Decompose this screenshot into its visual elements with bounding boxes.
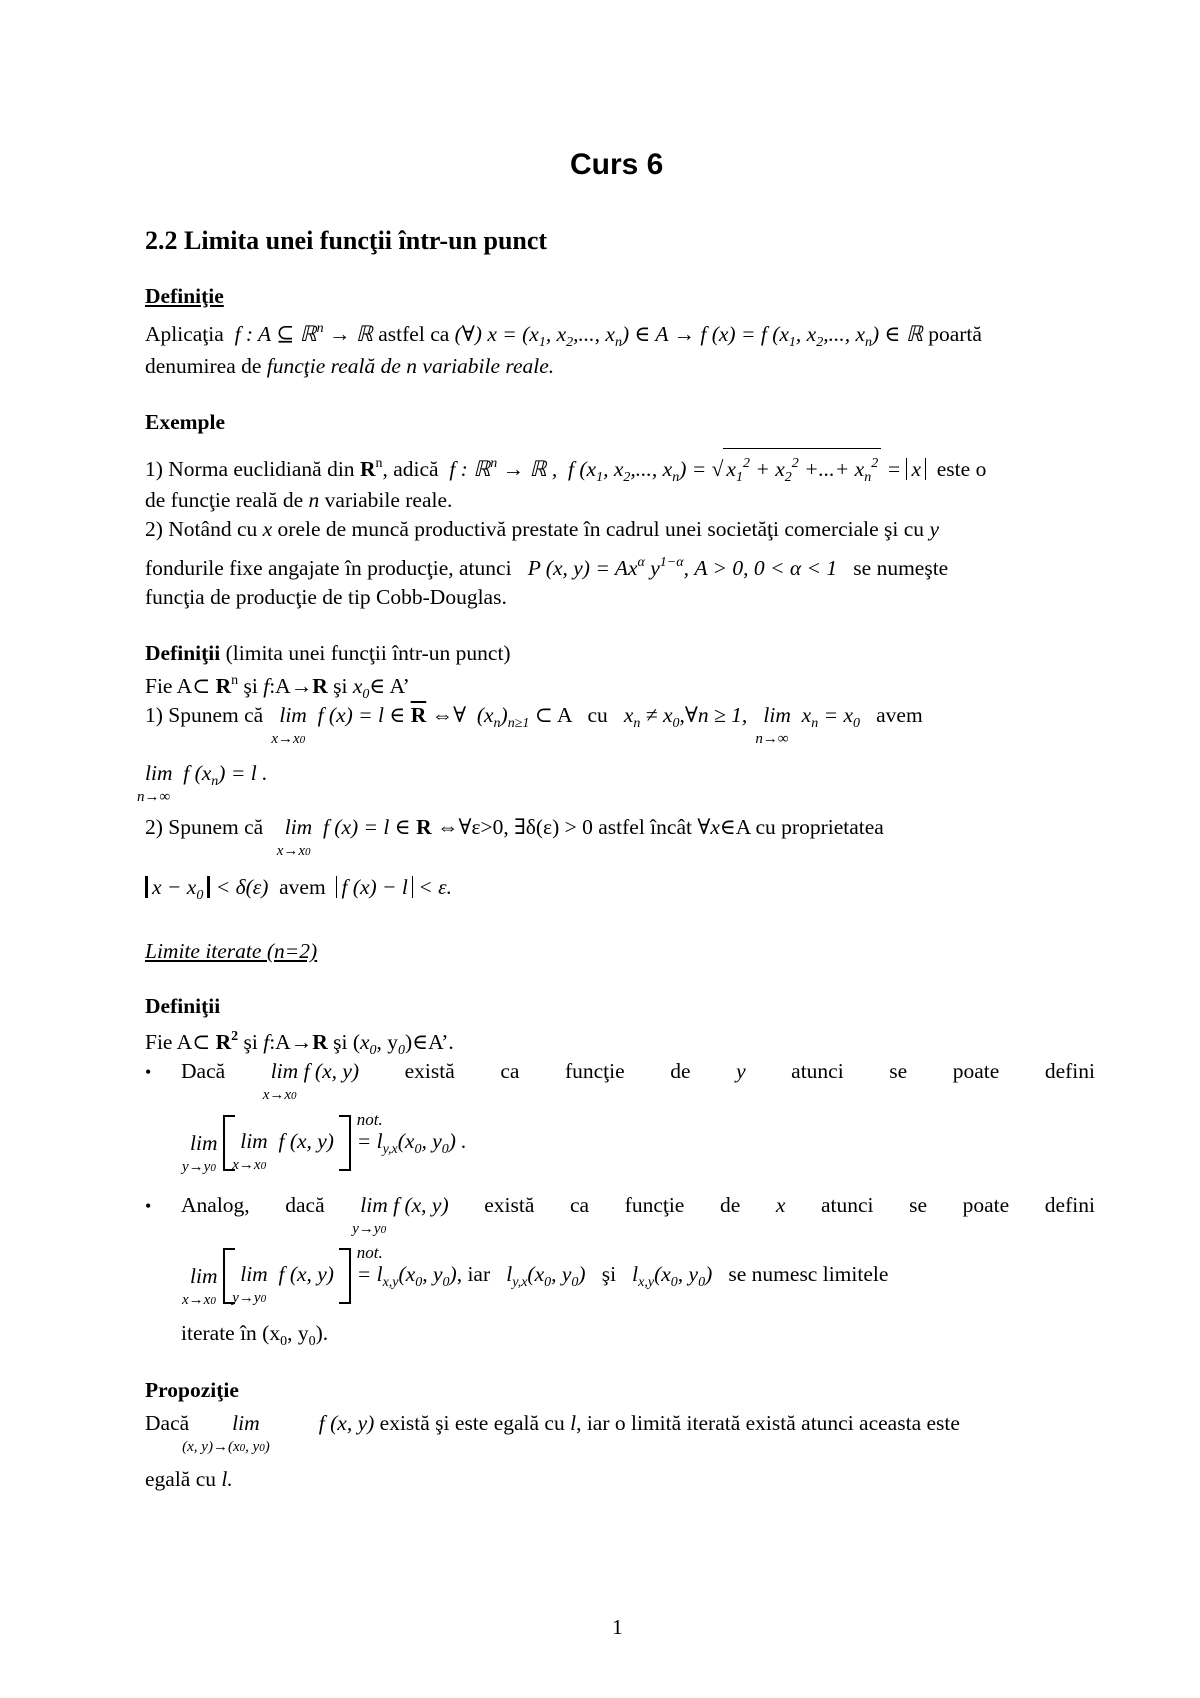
section-heading: 2.2 Limita unei funcţii într-un punct <box>145 226 548 255</box>
iterated-bullet-2: • Analog, dacă lim y→y0 f (x, y) există ca funcţie de x atunci se poate defini <box>145 1193 1095 1237</box>
proposition-heading: Propoziţie <box>145 1378 239 1402</box>
definition-heading: Definiţie <box>145 284 224 308</box>
example-2-line-1: 2) Notând cu x orele de muncă productivă prestate în cadrul unei societăţi comerciale şi cu y <box>145 517 939 541</box>
iterated-definition-fie: Fie A⊂ $R^2$ şi f:A→R şi ($x_0$, $y_0)\in A$’. <box>145 1029 454 1058</box>
example-2-line-2: fondurile fixe angajate în producţie, atunci P (x, $y) = Ax^\alpha$ $y^{1-\alpha}$, A > 0, 0 < α < 1 se numeşte <box>145 555 949 580</box>
limit-definition-part-1: 1) Spunem că lim x→x0 f (x) = l ∈ $\overline{R}$ ⇔∀ $(x_n)_{n\ge 1}$ ⊂ A cu $x_n$ ≠ $x_0,\forall n \ge 1$, lim n→∞ $x_n = x_0$ avem <box>145 703 923 747</box>
example-1-line-2: de funcţie reală de n variabile reale. <box>145 488 453 512</box>
iterated-bullet-1: • Dacă lim x→x0 f (x, y) există ca funcţie de y atunci se poate defini <box>145 1059 1095 1103</box>
iterated-formula-1: lim y→y0 lim x→x0 f (x, y) not. = $l_{y,x}(x_0$, $y_0$) . <box>182 1109 467 1175</box>
iterated-bullet-2-end: iterate în ($x_0$, $y_0$). <box>181 1321 329 1349</box>
page-number: 1 <box>612 1615 623 1639</box>
definition-line-2: denumirea de funcţie reală de n variabile reale. <box>145 354 555 378</box>
iterated-limits-heading: Limite iterate (n=2) <box>145 939 318 963</box>
proposition-line-2: egală cu l. <box>145 1467 233 1491</box>
limit-definition-part-1-end: lim n→∞ f $(x_n) = l$ . <box>137 761 268 805</box>
examples-heading: Exemple <box>145 410 226 434</box>
proposition-line-1: Dacă lim (x, y)→(x0, y0) f (x, y) există şi este egală cu l, iar o limită iterată există atunci aceasta este <box>145 1411 960 1455</box>
limit-definition-heading: Definiţii (limita unei funcţii într-un punct) <box>145 641 511 665</box>
definition-line-1: Aplicaţia f : A ⊆ ℝ$^n$ → ℝ astfel ca (∀) $x = (x_1$, $x_2$,..., $x_n$) ∈ A → f (x) = f ($x_1$, $x_2$,..., $x_n$) ∈ ℝ poartă <box>145 321 982 350</box>
iterated-definition-heading: Definiţii <box>145 994 221 1018</box>
example-2-line-3: funcţia de producţie de tip Cobb-Douglas. <box>145 585 507 609</box>
example-1-line-1: 1) Norma euclidiană din $R^n$, adică f : ℝ$^n$ → ℝ , f ($x_1$, $x_2$,..., $x_n$) = √ $x_1^2 + x_2^2$ +...+ $x_n^2 = x$ este o <box>145 448 986 493</box>
page-title: Curs 6 <box>570 148 664 181</box>
limit-definition-part-2-end: $x - x_0 < \delta(\varepsilon)$ avem f (x) − l < ε. <box>145 872 452 902</box>
limit-definition-fie: Fie A⊂ $R^n$ şi f:A→R şi $x_0\in$ A’ <box>145 673 410 702</box>
limit-definition-part-2: 2) Spunem că lim x→x0 f (x) = l ∈ R ⇔∀ε>0, ∃δ(ε) > 0 astfel încât ∀x∈A cu proprietatea <box>145 815 884 859</box>
iterated-formula-2: lim x→x0 lim y→y0 f (x, y) not. = $l_{x,y}(x_0$, $y_0$), iar $l_{y,x}(x_0$, $y_0$) şi $l_{x,y}(x_0$, $y_0$) se numesc limitele <box>182 1242 889 1308</box>
